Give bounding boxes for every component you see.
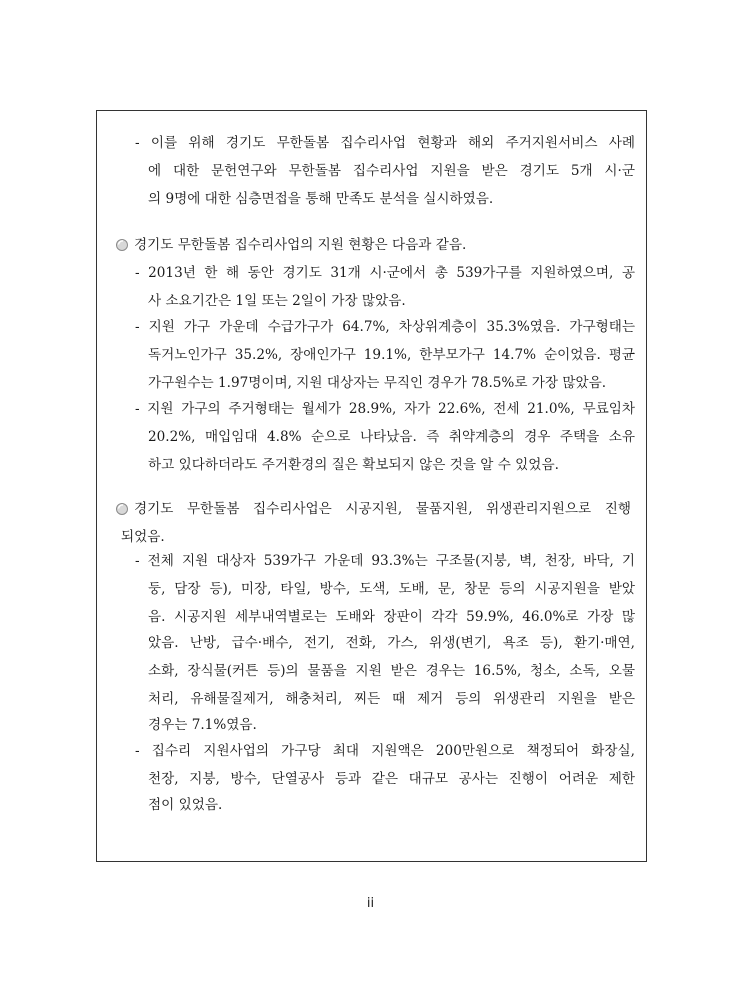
sub-point-line: - 지원 가구 가운데 수급가구가 64.7%, 차상위계층이 35.3%였음. 가구형태는: [135, 319, 635, 335]
sub-point-line: - 이를 위해 경기도 무한돌봄 집수리사업 현황과 해외 주거지원서비스 사례: [135, 135, 635, 151]
page-number: ii: [366, 896, 375, 911]
sub-point-line: 하고 있다하더라도 주거환경의 질은 확보되지 않은 것을 알 수 있었음.: [148, 457, 559, 473]
sub-point-line: 가구원수는 1.97명이며, 지원 대상자는 무직인 경우가 78.5%로 가장 많았음.: [148, 375, 607, 391]
sub-point-line: 의 9명에 대한 심층면접을 통해 만족도 분석을 실시하였음.: [148, 191, 494, 207]
bullet-icon: [115, 238, 129, 252]
sub-point-line: - 2013년 한 해 동안 경기도 31개 시·군에서 총 539가구를 지원하였으며, 공: [135, 265, 635, 281]
sub-point-line: 점이 있었음.: [148, 797, 223, 813]
sub-point-line: 둥, 담장 등), 미장, 타일, 방수, 도색, 도배, 문, 창문 등의 시공지원을 받았: [148, 581, 635, 597]
main-point-line: 되었음.: [121, 529, 165, 545]
sub-point-line: 20.2%, 매입임대 4.8% 순으로 나타났음. 즉 취약계층의 경우 주택을 소유: [148, 429, 635, 445]
sub-point-line: 소화, 장식물(커튼 등)의 물품을 지원 받은 경우는 16.5%, 청소, 소독, 오물: [148, 663, 635, 679]
sub-point-line: 경우는 7.1%였음.: [148, 717, 257, 733]
sub-point-line: 사 소요기간은 1일 또는 2일이 가장 많았음.: [148, 293, 406, 309]
main-point-line: 경기도 무한돌봄 집수리사업은 시공지원, 물품지원, 위생관리지원으로 진행: [134, 501, 631, 517]
sub-point-line: - 집수리 지원사업의 가구당 최대 지원액은 200만원으로 책정되어 화장실,: [135, 743, 635, 759]
sub-point-line: 처리, 유해물질제거, 해충처리, 찌든 때 제거 등의 위생관리 지원을 받은: [148, 691, 635, 707]
sub-point-line: - 지원 가구의 주거형태는 월세가 28.9%, 자가 22.6%, 전세 21.0%, 무료임차: [135, 401, 635, 417]
sub-point-line: 음. 시공지원 세부내역별로는 도배와 장판이 각각 59.9%, 46.0%로 가장 많: [148, 609, 635, 625]
sub-point-line: 에 대한 문헌연구와 무한돌봄 집수리사업 지원을 받은 경기도 5개 시·군: [148, 163, 635, 179]
bullet-icon: [115, 502, 129, 516]
sub-point-line: 천장, 지붕, 방수, 단열공사 등과 같은 대규모 공사는 진행이 어려운 제한: [148, 771, 635, 787]
sub-point-line: 독거노인가구 35.2%, 장애인가구 19.1%, 한부모가구 14.7% 순이었음. 평균: [148, 347, 635, 363]
sub-point-line: - 전체 지원 대상자 539가구 가운데 93.3%는 구조물(지붕, 벽, 천장, 바닥, 기: [135, 553, 635, 569]
sub-point-line: 았음. 난방, 급수·배수, 전기, 전화, 가스, 위생(변기, 욕조 등), 환기·매연,: [148, 635, 635, 651]
main-point-line: 경기도 무한돌봄 집수리사업의 지원 현황은 다음과 같음.: [134, 237, 467, 253]
